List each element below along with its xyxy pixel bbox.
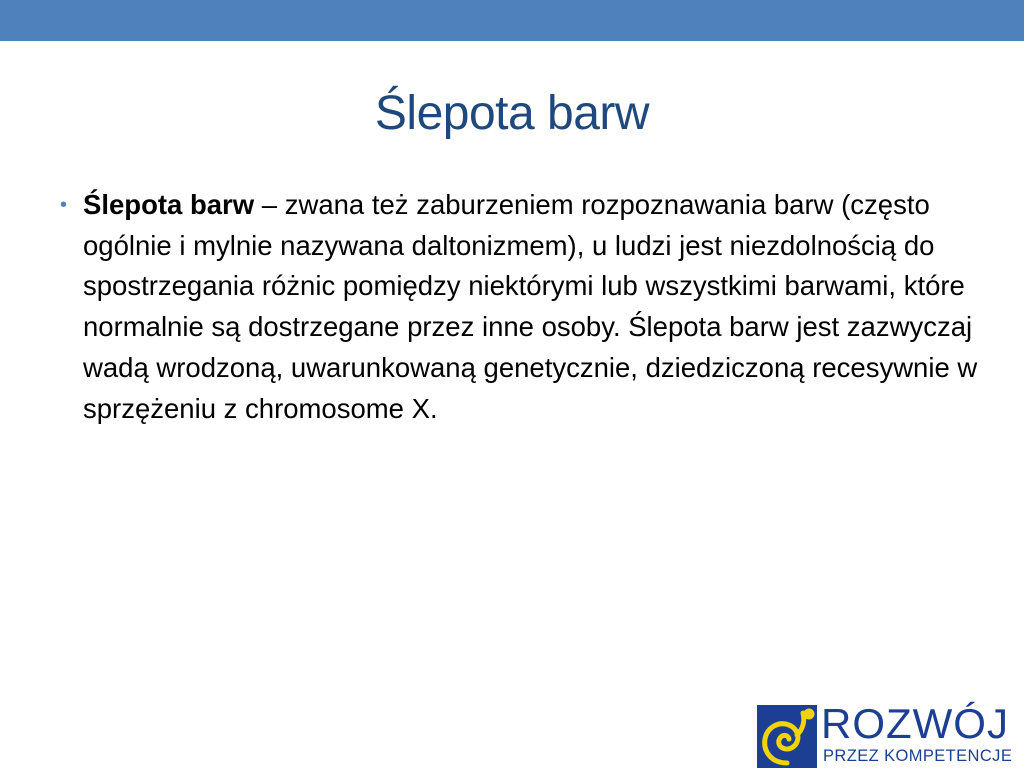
logo-subtitle: PRZEZ KOMPETENCJE — [823, 747, 1013, 765]
bullet-text: – zwana też zaburzeniem rozpoznawania barw (często ogólnie i mylnie nazywana daltonizmem), u ludzi jest niezdolnością do spostrzegania różnic pomiędzy niektórymi lub wszystkimi barwami, które normalnie są dostrzegane przez inne osoby. Ślepota barw jest zazwyczaj wadą wrodzoną, uwarunkowaną genetycznie, dziedziczoną recesywnie w sprzężeniu z chromosome X. — [83, 189, 978, 424]
rozwoj-logo — [757, 700, 1024, 768]
top-accent-band — [0, 0, 1024, 41]
logo-wordmark: ROZWÓJ — [821, 700, 1009, 747]
bullet-term: Ślepota barw — [83, 189, 255, 220]
bullet-marker: • — [60, 194, 68, 216]
spiral-person-icon — [757, 705, 817, 768]
slide-title: Ślepota barw — [374, 87, 650, 140]
bullet-list — [60, 185, 980, 429]
bullet-item — [60, 185, 980, 429]
